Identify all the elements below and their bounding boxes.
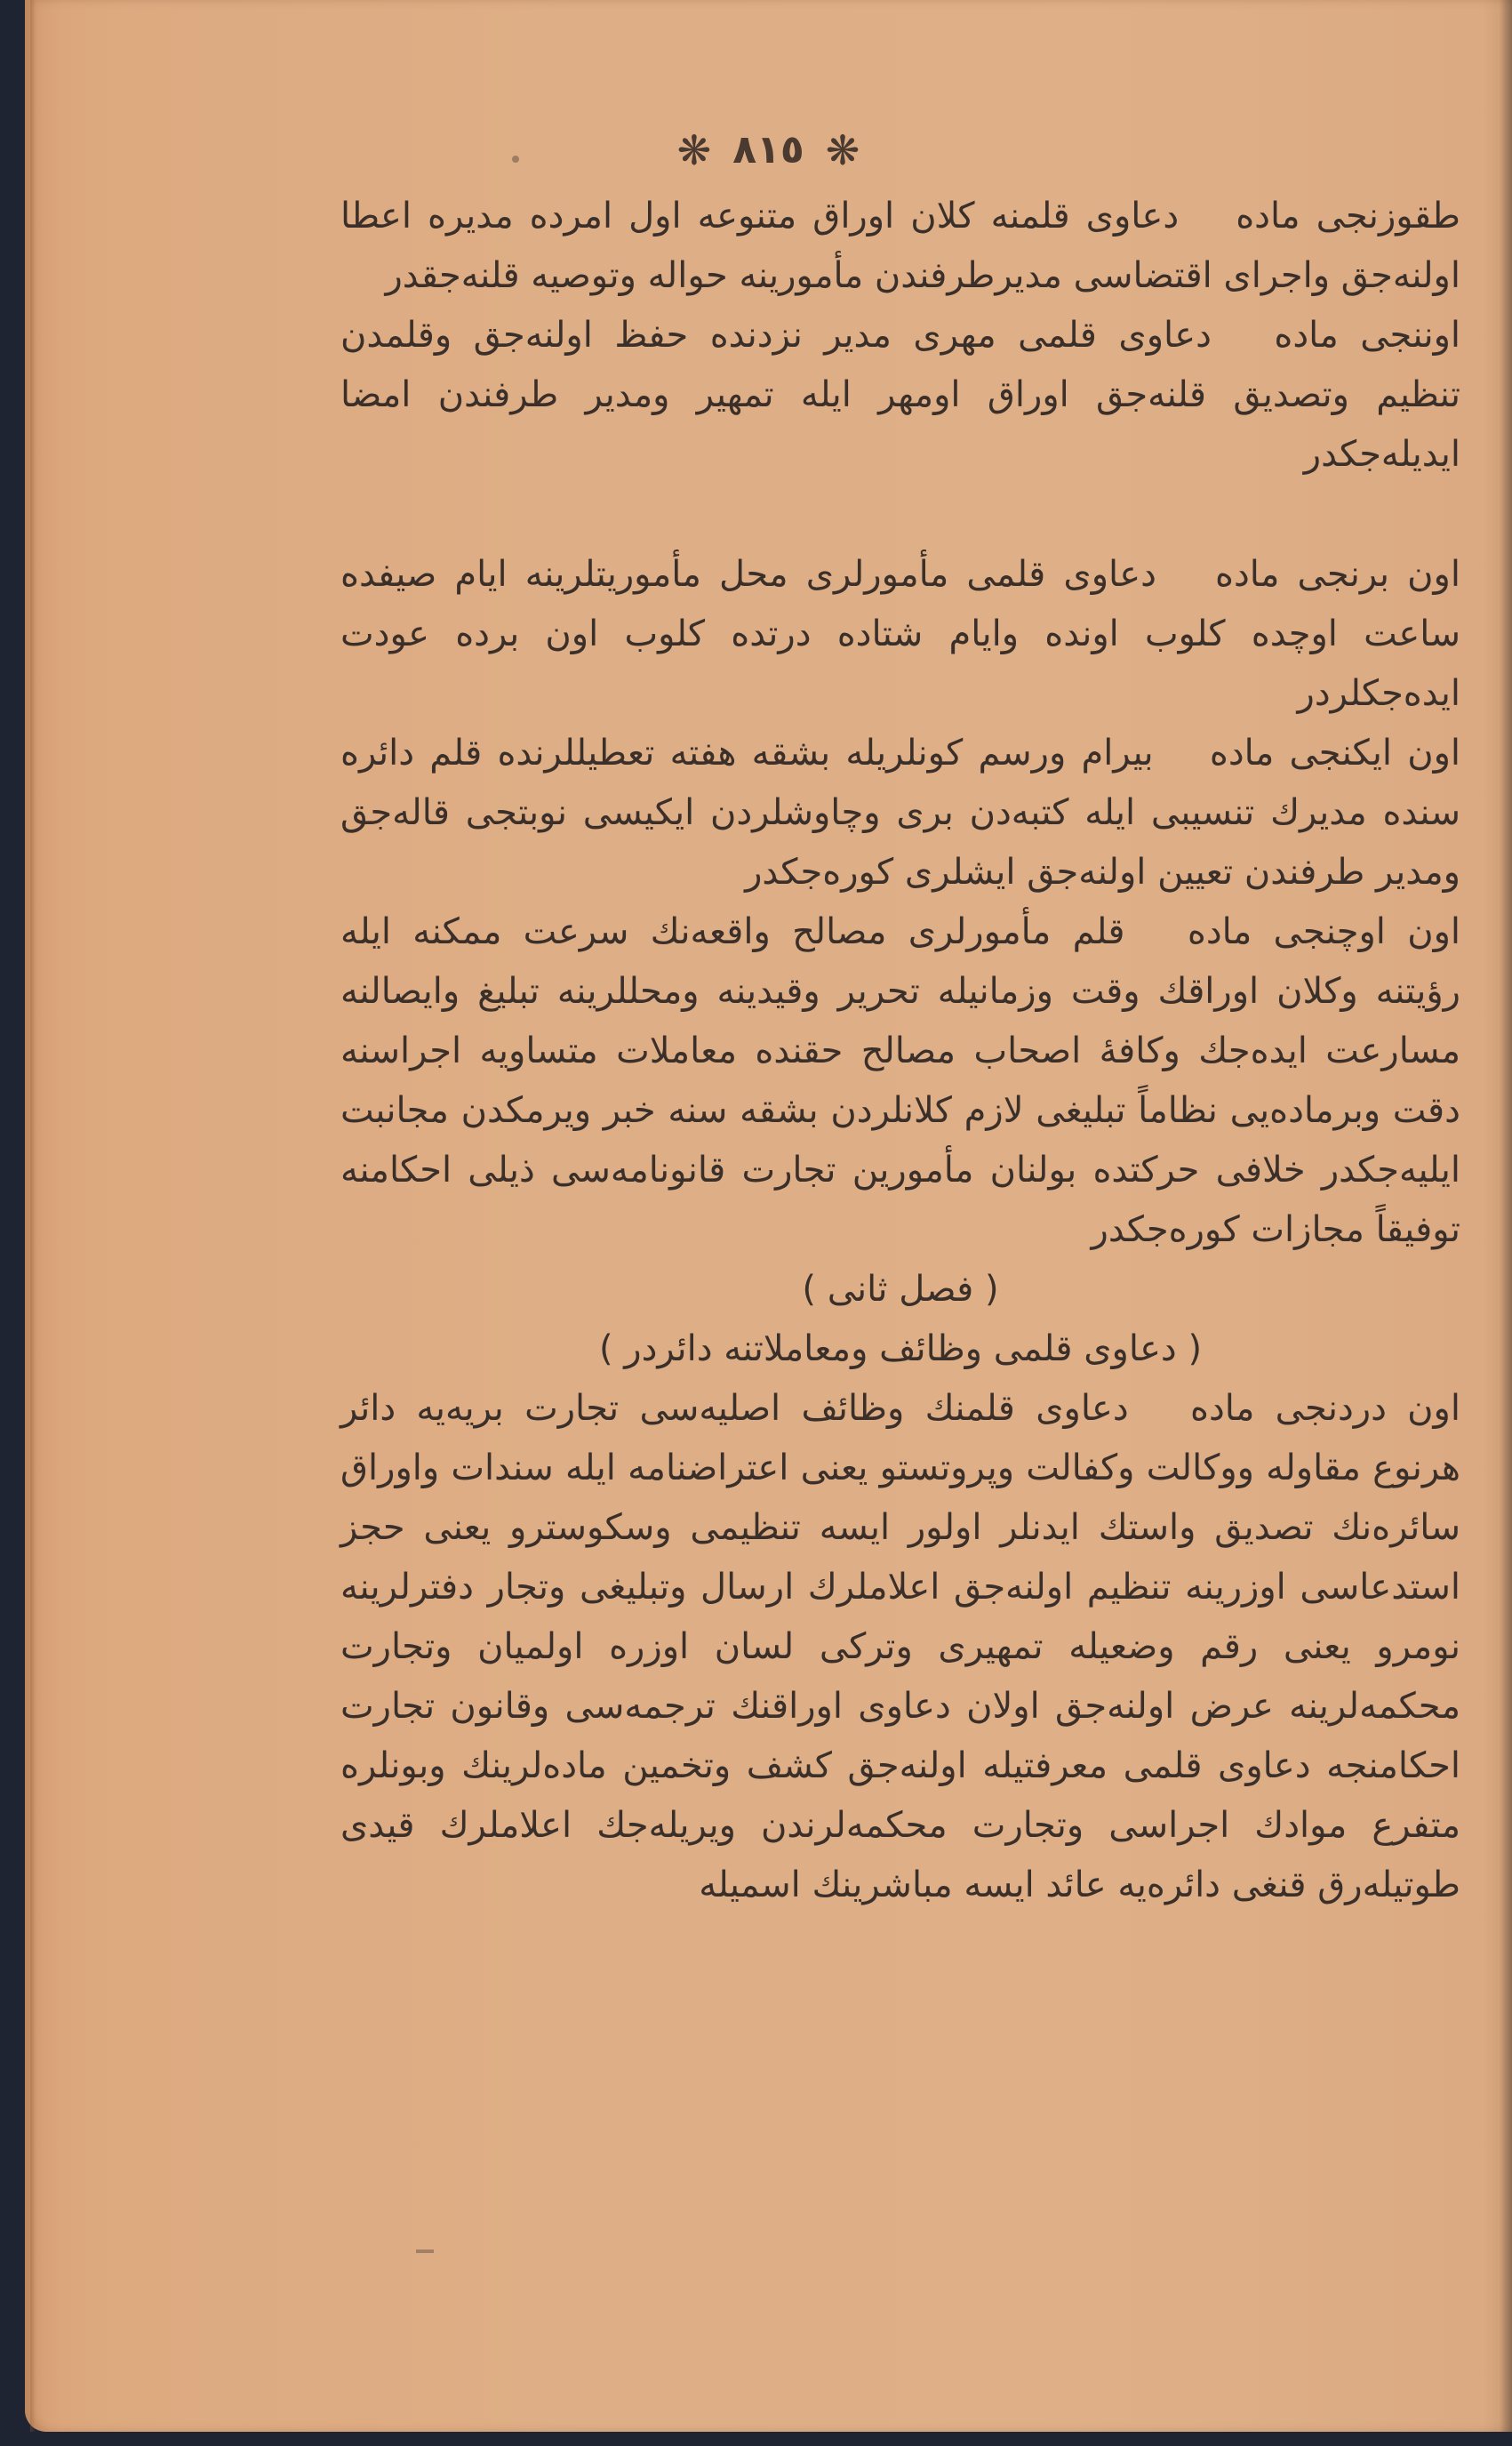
article-body: دعاوى قلمى مأمورلرى محل مأموريتلرينه ايام صيفده ساعت اوچده كلوب اونده وايام شتاده درتده كلوب اون برده عودت ايده‌جكلردر [340,554,1460,714]
article-10 [340,306,1460,485]
section-heading: ( فصل ثانى ) [802,1269,999,1310]
article-body: دعاوى قلمى مهرى مدير نزدنده حفظ اولنه‌جق وقلمدن تنظيم وتصديق قلنه‌جق اوراق اومهر ايله تمهير ومدير طرفندن امضا ايديله‌جكدر [340,315,1460,475]
article-title: طقوزنجى ماده [1236,196,1460,237]
article-14 [340,1379,1460,1915]
page-edge-shadow [1500,0,1512,2432]
article-title: اون دردنجى ماده [1189,1388,1460,1429]
article-title: اون اوچنجى ماده [1187,911,1461,952]
article-body: دعاوى قلمنك وظائف اصليه‌سى تجارت بريه‌يه دائر هرنوع مقاوله ووكالت وكفالت وپروتستو يعنى اعتراضنامه ايله سندات واوراق سائره‌نك تصديق واستك ايدنلر اولور ايسه تنظيمى وسكوسترو يعنى حجز استدعاسى اوزرينه تنظيم اولنه‌جق اعلاملرك ارسال وتبليغى وتجار دفترلرينه نومرو يعنى رقم وضعيله تمهيرى وتركى لسان اوزره اولميان وتجارت محكمه‌لرينه عرض اولنه‌جق اولان دعاوى اوراقنك ترجمه‌سى وقانون تجارت احكامنجه دعاوى قلمى معرفتيله اولنه‌جق كشف وتخمين ماده‌لرينك وبونلره متفرع موادك اجراسى وتجارت محكمه‌لرندن ويريله‌جك اعلاملرك قيدى طوتيله‌رق قنغى دائره‌يه عائد ايسه مباشرينك اسميله [340,1388,1460,1905]
article-title: اون برنجى ماده [1215,554,1460,595]
article-title: اوننجى ماده [1274,315,1461,356]
article-title: اون ايكنجى ماده [1209,733,1461,774]
section-subheading: ( دعاوى قلمى وظائف ومعاملاتنه دائردر ) [598,1328,1203,1369]
fleuron-ornament-icon: ❋ [825,125,860,174]
paragraph-gap [340,485,1460,545]
article-body: قلم مأمورلرى مصالح واقعه‌نك سرعت ممكنه ايله رؤيتنه وكلان اوراقك وقت وزمانيله تحرير وقيدينه ومحللرينه تبليغ وايصالنه مسارعت ايده‌جك وكافهٔ اصحاب مصالح حقنده معاملات متساويه اجراسنه دقت وبرماده‌يى نظاماً تبليغى لازم كلانلردن بشقه سنه خبر ويرمكدن مجانبت ايليه‌جكدر خلافى حركتده بولنان مأمورين تجارت قانونامه‌سى ذيلى احكامنه توفيقاً مجازات كوره‌جكدر [340,911,1460,1250]
scanned-page [25,0,1512,2432]
article-12 [340,724,1460,902]
body-text [340,187,1460,1915]
page-number: ٨١٥ [732,127,804,172]
page-header [25,124,1512,174]
article-9 [340,187,1460,306]
ink-mark [416,2250,434,2253]
article-11 [340,545,1460,724]
fleuron-ornament-icon: ❋ [676,125,712,174]
article-body: بيرام ورسم كونلريله بشقه هفته تعطيللرنده قلم دائره سنده مديرك تنسيبى ايله كتبه‌دن برى وچاوشلردن ايكيسى نوبتجى قاله‌جق ومدير طرفندن تعيين اولنه‌جق ايشلرى كوره‌جكدر [340,733,1460,893]
article-13 [340,902,1460,1260]
article-body: دعاوى قلمنه كلان اوراق متنوعه اول امرده مديره اعطا اولنه‌جق واجراى اقتضاسى مديرطرفندن مأمورينه حواله وتوصيه قلنه‌جقدر [340,196,1460,296]
